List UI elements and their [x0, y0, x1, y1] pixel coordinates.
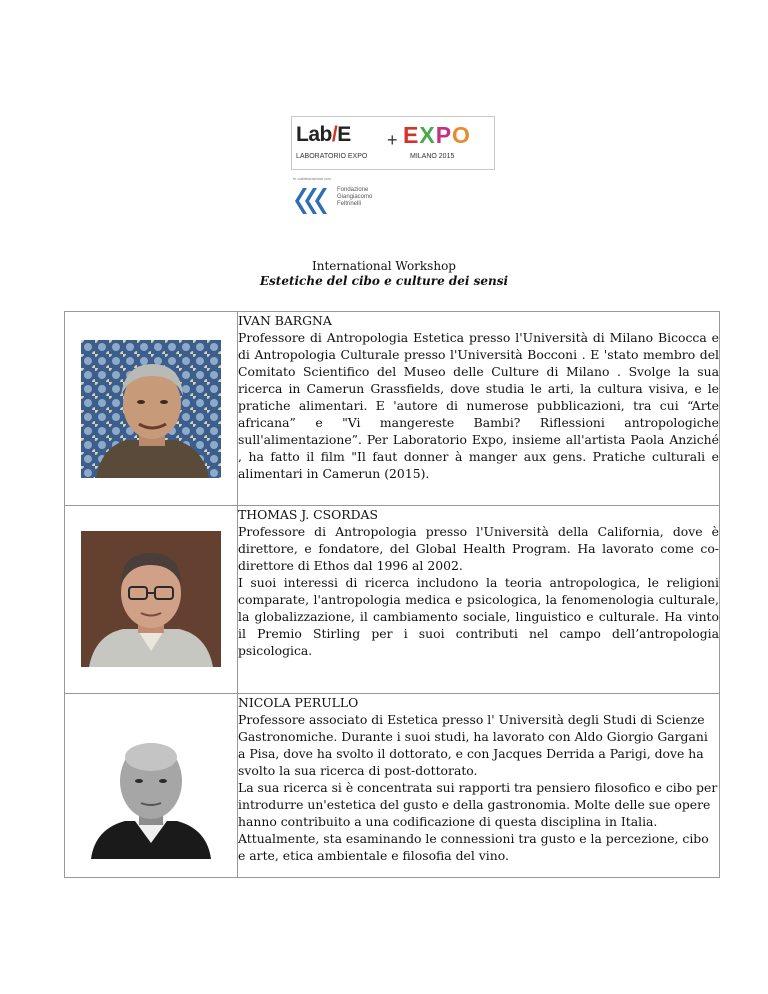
page-title: International Workshop [312, 259, 456, 273]
photo-cell [65, 506, 238, 694]
speaker-photo-perullo [81, 721, 221, 859]
lab-subtitle: LABORATORIO EXPO [296, 153, 368, 160]
speaker-photo-csordas [81, 531, 221, 667]
expo-letter: E [403, 122, 420, 148]
speaker-bio-cell [238, 694, 720, 878]
plus-sign: + [387, 130, 398, 150]
expo-subtitle: MILANO 2015 [410, 153, 455, 160]
expo-logo [403, 122, 471, 149]
speaker-photo-bargna [81, 340, 221, 478]
speaker-name: IVAN BARGNA [238, 313, 332, 328]
expo-letter: O [452, 122, 471, 148]
foundation-name: Fondazione Giangiacomo Feltrinelli [337, 187, 373, 207]
photo-cell [65, 694, 238, 878]
speaker-bio-cell [238, 506, 720, 694]
expo-letter: P [435, 122, 453, 148]
collaboration-block [291, 170, 493, 224]
photo-cell [65, 312, 238, 506]
page-subtitle: Estetiche del cibo e culture dei sensi [259, 274, 509, 288]
speaker-bio-cell [238, 312, 720, 506]
feltrinelli-logo-icon [293, 184, 333, 218]
speaker-name: THOMAS J. CSORDAS [238, 507, 378, 522]
collaboration-label: In collaborazione con [293, 176, 331, 181]
speaker-row [65, 312, 720, 506]
speaker-bio: Professore di Antropologia presso l'Università della California, dove è direttore, e fondatore, del Global Health Program. Ha lavorato come co-direttore di Ethos dal 1996 al 2002. I suoi interessi di ricerca includono la teoria antropologica, le religioni comparate, l'antropologia medica e psicologica, la fenomenologia culturale, la globalizzazione, il cambiamento sociale, linguistico e culturale. Ha vinto il Premio Stirling per i suoi contributi nel campo dell’antropologia psicologica. [238, 524, 719, 658]
lab-expo-banner [291, 116, 495, 170]
expo-letter: X [419, 122, 436, 148]
speakers-table [64, 311, 720, 878]
speaker-bio: Professore di Antropologia Estetica presso l'Università di Milano Bicocca e di Antropologia Culturale presso l'Università Bocconi . E 'stato membro del Comitato Scientifico del Museo delle Culture di Milano . Svolge la sua ricerca in Camerun Grassfields, dove studia le arti, la cultura visiva, e le pratiche alimentari. E 'autore di numerose pubblicazioni, tra cui “Arte africana” e "Vi mangereste Bambi? Riflessioni antropologiche sull'alimentazione”. Per Laboratorio Expo, insieme all'artista Paola Anziché , ha fatto il film "Il faut donner à manger aux gens. Pratiche culturali e alimentari in Camerun (2015). [238, 330, 719, 481]
speaker-name: NICOLA PERULLO [238, 695, 359, 710]
lab-expo-logo [291, 116, 493, 224]
laboratorio-expo-logo: Lab/E [296, 123, 351, 146]
speaker-row [65, 506, 720, 694]
speaker-bio: Professore associato di Estetica presso l' Università degli Studi di Scienze Gastronomiche. Durante i suoi studi, ha lavorato con Aldo Giorgio Gargani a Pisa, dove ha svolto il dottorato, e con Jacques Derrida a Parigi, dove ha svolto la sua ricerca di post-dottorato. La sua ricerca si è concentrata sui rapporti tra pensiero filosofico e cibo per introdurre un'estetica del gusto e della gastronomia. Molte delle sue opere hanno contribuito a una codificazione di questa disciplina in Italia. Attualmente, sta esaminando le connessioni tra gusto e la percezione, cibo e arte, etica ambientale e filosofia del vino. [238, 712, 718, 863]
speaker-row [65, 694, 720, 878]
